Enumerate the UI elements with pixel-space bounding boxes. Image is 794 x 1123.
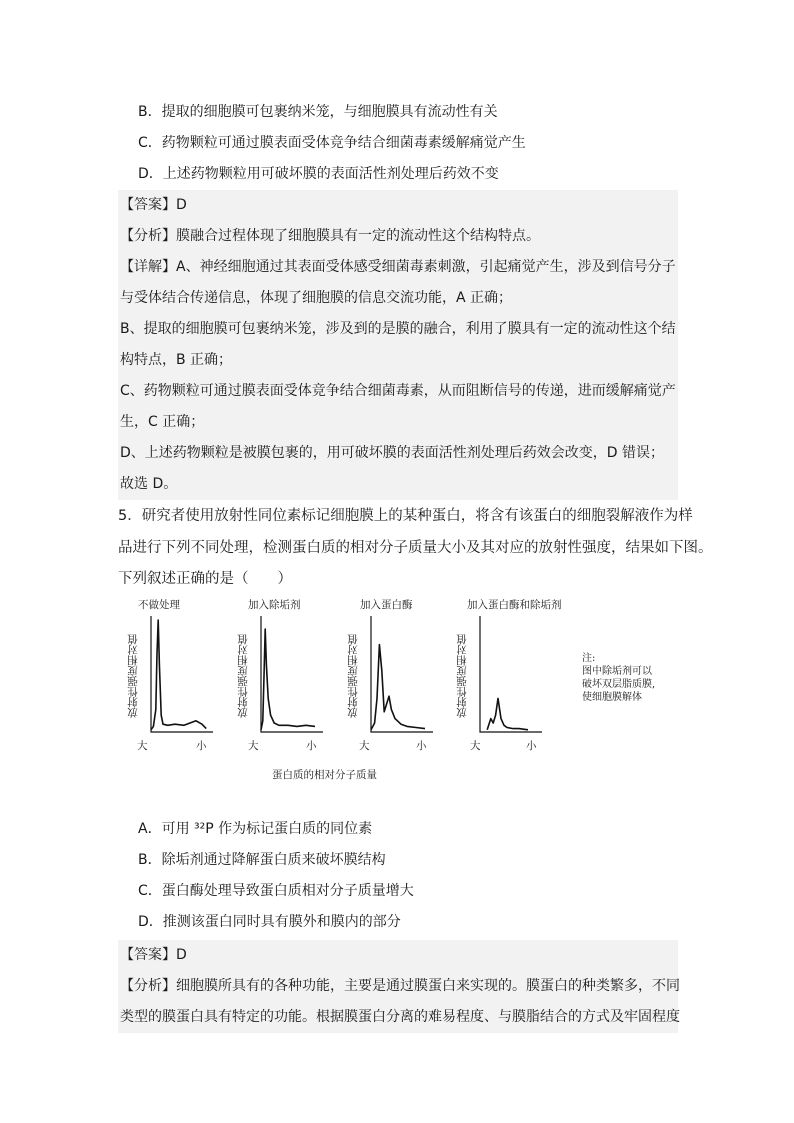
- note-line-1: 注:: [582, 653, 596, 664]
- series-line: [487, 698, 528, 729]
- prev-detail-line-6: 生，C 正确；: [118, 407, 678, 438]
- prev-option-b: B．提取的细胞膜可包裹纳米笼，与细胞膜具有流动性有关: [138, 104, 498, 120]
- chart-panel-3: [369, 616, 433, 738]
- q5-analysis-line-2: 类型的膜蛋白具有特定的功能。根据膜蛋白分离的难易程度、与膜脂结合的方式及牢固程度: [118, 1002, 678, 1033]
- note-line-4: 使细胞膜解体: [582, 692, 642, 703]
- series-line: [371, 645, 425, 730]
- x-left-label-2: 大: [248, 740, 259, 752]
- prev-detail-line-2: 与受体结合传递信息，体现了细胞膜的信息交流功能，A 正确；: [118, 283, 678, 314]
- note-line-2: 图中除垢剂可以: [582, 666, 652, 677]
- note-line-3: 破坏双层脂质膜,: [582, 679, 656, 690]
- q5-option-d: D．推测该蛋白同时具有膜外和膜内的部分: [138, 914, 401, 930]
- panel-title-1: 不做处理: [138, 599, 180, 611]
- prev-detail-line-4: 构特点，B 正确；: [118, 345, 678, 376]
- x-right-label-4: 小: [526, 740, 537, 752]
- prev-detail-line-3: B、提取的细胞膜可包裹纳米笼，涉及到的是膜的融合，利用了膜具有一定的流动性这个结: [118, 314, 678, 345]
- q5-stem-line-2: 品进行下列不同处理，检测蛋白质的相对分子质量大小及其对应的放射性强度，结果如下图。: [118, 540, 713, 556]
- panel-title-2: 加入除垢剂: [248, 599, 301, 611]
- x-left-label-1: 大: [137, 740, 148, 752]
- figure-xlabel: 蛋白质的相对分子质量: [272, 769, 377, 781]
- prev-detail-line-1: 【详解】A、神经细胞通过其表面受体感受细菌毒素刺激，引起痛觉产生，涉及到信号分子: [118, 252, 678, 283]
- prev-detail-line-7: D、上述药物颗粒是被膜包裹的，用可破坏膜的表面活性剂处理后药效会改变，D 错误；: [118, 438, 678, 469]
- q5-stem-line-1: 5．研究者使用放射性同位素标记细胞膜上的某种蛋白，将含有该蛋白的细胞裂解液作为样: [118, 508, 693, 524]
- q5-option-a: A．可用 ³²P 作为标记蛋白质的同位素: [138, 821, 373, 837]
- panel-ylabel-3: 放射性强度相对值: [347, 634, 359, 718]
- panel-title-4: 加入蛋白酶和除垢剂: [467, 599, 562, 611]
- x-left-label-4: 大: [470, 740, 481, 752]
- chart-panel-1: [149, 616, 213, 738]
- prev-option-d: D．上述药物颗粒用可破坏膜的表面活性剂处理后药效不变: [138, 166, 499, 182]
- panel-ylabel-2: 放射性强度相对值: [237, 634, 249, 718]
- q5-answer: 【答案】D: [118, 940, 678, 971]
- chart-axes: [371, 616, 433, 732]
- q5-option-b: B．除垢剂通过降解蛋白质来破坏膜结构: [138, 852, 386, 868]
- x-left-label-3: 大: [359, 740, 370, 752]
- series-line: [151, 620, 206, 730]
- x-right-label-2: 小: [306, 740, 317, 752]
- panel-title-3: 加入蛋白酶: [360, 599, 413, 611]
- series-line: [261, 629, 315, 730]
- x-right-label-3: 小: [416, 740, 427, 752]
- prev-analysis: 【分析】膜融合过程体现了细胞膜具有一定的流动性这个结构特点。: [118, 221, 678, 252]
- prev-detail-line-8: 故选 D。: [118, 469, 678, 500]
- prev-answer: 【答案】D: [118, 190, 678, 221]
- q5-analysis-line-1: 【分析】细胞膜所具有的各种功能，主要是通过膜蛋白来实现的。膜蛋白的种类繁多，不同: [118, 971, 678, 1002]
- chart-panel-2: [259, 616, 323, 738]
- x-right-label-1: 小: [196, 740, 207, 752]
- q5-option-c: C．蛋白酶处理导致蛋白质相对分子质量增大: [138, 883, 414, 899]
- prev-option-c: C．药物颗粒可通过膜表面受体竞争结合细菌毒素缓解痛觉产生: [138, 135, 526, 151]
- chart-axes: [480, 616, 542, 732]
- prev-detail-line-5: C、药物颗粒可通过膜表面受体竞争结合细菌毒素，从而阻断信号的传递，进而缓解痛觉产: [118, 376, 678, 407]
- panel-ylabel-4: 放射性强度相对值: [456, 634, 468, 718]
- panel-ylabel-1: 放射性强度相对值: [127, 634, 139, 718]
- q5-stem-line-3: 下列叙述正确的是（ ）: [118, 571, 292, 587]
- chart-panel-4: [478, 616, 542, 738]
- figure-note: [582, 652, 655, 704]
